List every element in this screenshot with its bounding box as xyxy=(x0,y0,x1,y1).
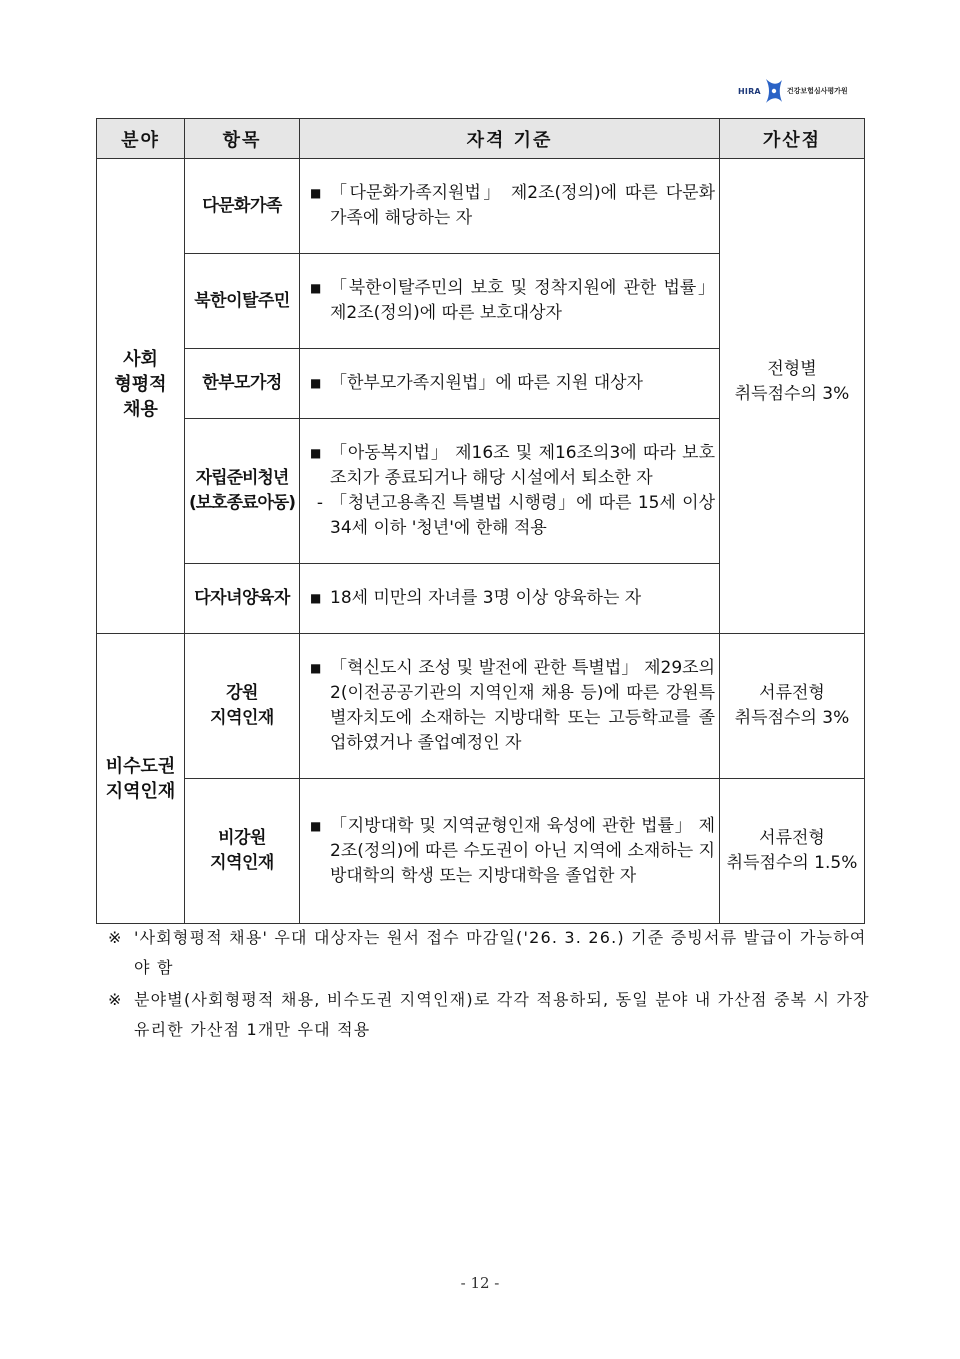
item-label: 다자녀양육자 xyxy=(185,564,300,634)
category-regional-talent: 비수도권 지역인재 xyxy=(97,634,185,924)
header-criteria: 자격 기준 xyxy=(300,119,720,159)
item-label: 비강원 지역인재 xyxy=(185,779,300,924)
note-item: ※ '사회형평적 채용' 우대 대상자는 원서 접수 마감일('26. 3. 26.) 기준 증빙서류 발급이 가능하여야 함 xyxy=(108,923,870,983)
points-non-gangwon: 서류전형 취득점수의 1.5% xyxy=(720,779,865,924)
preference-table xyxy=(96,118,865,924)
criteria-text: 「아동복지법」 제16조 및 제16조의3에 따라 보호조치가 종료되거나 해당 시설에서 퇴소한 자 xyxy=(330,443,715,488)
criteria-subtext: 「청년고용촉진 특별법 시행령」에 따른 15세 이상 34세 이하 '청년'에 한해 적용 xyxy=(330,493,715,538)
item-label: 북한이탈주민 xyxy=(185,254,300,349)
item-label: 강원 지역인재 xyxy=(185,634,300,779)
item-label: 자립준비청년 (보호종료아동) xyxy=(185,419,300,564)
criteria-text: 「지방대학 및 지역균형인재 육성에 관한 법률」 제2조(정의)에 따른 수도권이 아닌 지역에 소재하는 지방대학의 학생 또는 지방대학을 졸업한 자 xyxy=(330,815,715,886)
hira-x-mark-icon xyxy=(763,78,785,104)
table-row xyxy=(97,779,865,924)
org-name: 건강보험심사평가원 xyxy=(786,87,848,95)
item-label: 한부모가정 xyxy=(185,349,300,419)
criteria-text: 18세 미만의 자녀를 3명 이상 양육하는 자 xyxy=(330,588,642,608)
criteria-text: 「다문화가족지원법」 제2조(정의)에 따른 다문화 가족에 해당하는 자 xyxy=(330,183,715,228)
criteria-cell: ■ 「아동복지법」 제16조 및 제16조의3에 따라 보호조치가 종료되거나 해당 시설에서 퇴소한 자 - 「청년고용촉진 특별법 시행령」에 따른 15세 이상 34세 이하 '청년'에 한해 적용 xyxy=(300,419,720,564)
table-row xyxy=(97,634,865,779)
criteria-text: 「북한이탈주민의 보호 및 정착지원에 관한 법률」 제2조(정의)에 따른 보호대상자 xyxy=(330,278,715,323)
logo-text: HIRA xyxy=(738,86,761,96)
points-social-equity: 전형별 취득점수의 3% xyxy=(720,159,865,634)
table-row xyxy=(97,159,865,254)
criteria-cell: ■ 「혁신도시 조성 및 발전에 관한 특별법」 제29조의2(이전공공기관의 지역인재 채용 등)에 따른 강원특별자치도에 소재하는 지방대학 또는 고등학교를 졸업하였거나 졸업예정인 자 xyxy=(300,634,720,779)
header-item: 항목 xyxy=(185,119,300,159)
note-text: 분야별(사회형평적 채용, 비수도권 지역인재)로 각각 적용하되, 동일 분야 내 가산점 중복 시 가장 유리한 가산점 1개만 우대 적용 xyxy=(134,990,870,1039)
header-points: 가산점 xyxy=(720,119,865,159)
note-text: '사회형평적 채용' 우대 대상자는 원서 접수 마감일('26. 3. 26.) 기준 증빙서류 발급이 가능하여야 함 xyxy=(134,928,867,977)
criteria-cell: ■ 「북한이탈주민의 보호 및 정착지원에 관한 법률」 제2조(정의)에 따른 보호대상자 xyxy=(300,254,720,349)
notes xyxy=(108,923,870,1045)
page-number: - 12 - xyxy=(460,1274,500,1292)
table-header-row xyxy=(97,119,865,159)
criteria-cell: ■ 18세 미만의 자녀를 3명 이상 양육하는 자 xyxy=(300,564,720,634)
header-field: 분야 xyxy=(97,119,185,159)
category-social-equity: 사회 형평적 채용 xyxy=(97,159,185,634)
note-item: ※ 분야별(사회형평적 채용, 비수도권 지역인재)로 각각 적용하되, 동일 분야 내 가산점 중복 시 가장 유리한 가산점 1개만 우대 적용 xyxy=(108,985,870,1045)
criteria-cell: ■ 「다문화가족지원법」 제2조(정의)에 따른 다문화 가족에 해당하는 자 xyxy=(300,159,720,254)
criteria-cell: ■ 「한부모가족지원법」에 따른 지원 대상자 xyxy=(300,349,720,419)
criteria-text: 「혁신도시 조성 및 발전에 관한 특별법」 제29조의2(이전공공기관의 지역인재 채용 등)에 따른 강원특별자치도에 소재하는 지방대학 또는 고등학교를 졸업하였거나 졸업예정인 자 xyxy=(330,658,715,753)
points-gangwon: 서류전형 취득점수의 3% xyxy=(720,634,865,779)
hira-logo xyxy=(738,78,848,104)
item-label: 다문화가족 xyxy=(185,159,300,254)
criteria-cell: ■ 「지방대학 및 지역균형인재 육성에 관한 법률」 제2조(정의)에 따른 수도권이 아닌 지역에 소재하는 지방대학의 학생 또는 지방대학을 졸업한 자 xyxy=(300,779,720,924)
criteria-text: 「한부모가족지원법」에 따른 지원 대상자 xyxy=(330,373,643,393)
